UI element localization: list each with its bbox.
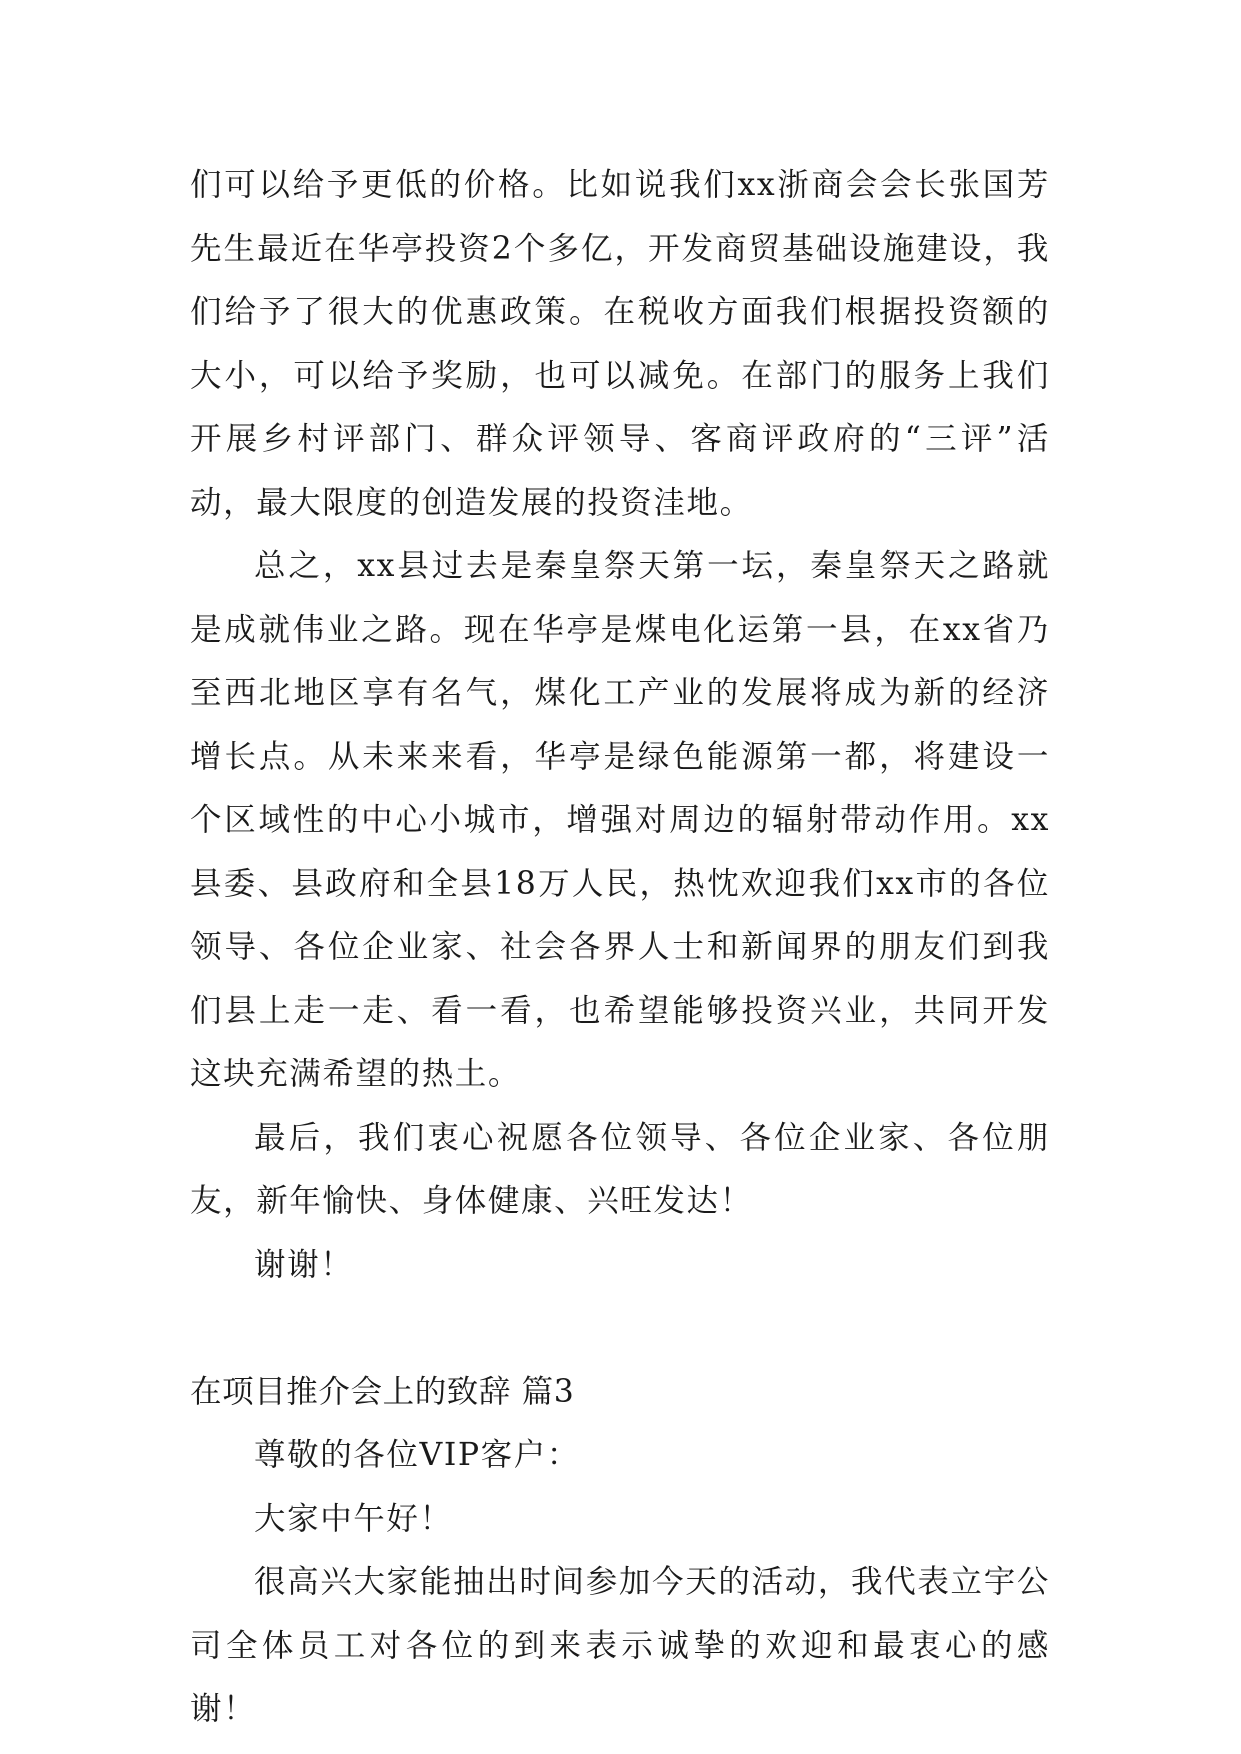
paragraph-conclusion: 总之，xx县过去是秦皇祭天第一坛，秦皇祭天之路就是成就伟业之路。现在华亭是煤电化运第一县，在xx省乃至西北地区享有名气，煤化工产业的发展将成为新的经济增长点。从未来来看，华亭是绿色能源第一都，将建设一个区域性的中心小城市，增强对周边的辐射带动作用。xx县委、县政府和全县18万人民，热忱欢迎我们xx市的各位领导、各位企业家、社会各界人士和新闻界的朋友们到我们县上走一走、看一看，也希望能够投资兴业，共同开发这块充满希望的热土。 (190, 548, 1050, 1092)
paragraph-continuation: 们可以给予更低的价格。比如说我们xx浙商会会长张国芳先生最近在华亭投资2个多亿，开发商贸基础设施建设，我们给予了很大的优惠政策。在税收方面我们根据投资额的大小，可以给予奖励，也可以减免。在部门的服务上我们开展乡村评部门、群众评领导、客商评政府的“三评”活动，最大限度的创造发展的投资洼地。 (190, 167, 1050, 521)
paragraph-thanks: 谢谢！ (254, 1246, 354, 1283)
paragraph-greeting: 大家中午好！ (254, 1500, 453, 1537)
paragraph-welcome: 很高兴大家能抽出时间参加今天的活动，我代表立宇公司全体员工对各位的到来表示诚挚的欢迎和最衷心的感谢！ (190, 1564, 1050, 1727)
section-spacer (190, 1297, 1050, 1361)
paragraph-salutation: 尊敬的各位VIP客户： (254, 1437, 580, 1473)
document-body (190, 154, 1050, 1742)
paragraph-closing-wishes: 最后，我们衷心祝愿各位领导、各位企业家、各位朋友，新年愉快、身体健康、兴旺发达！ (190, 1119, 1050, 1219)
section-heading: 在项目推介会上的致辞 篇3 (190, 1373, 575, 1410)
